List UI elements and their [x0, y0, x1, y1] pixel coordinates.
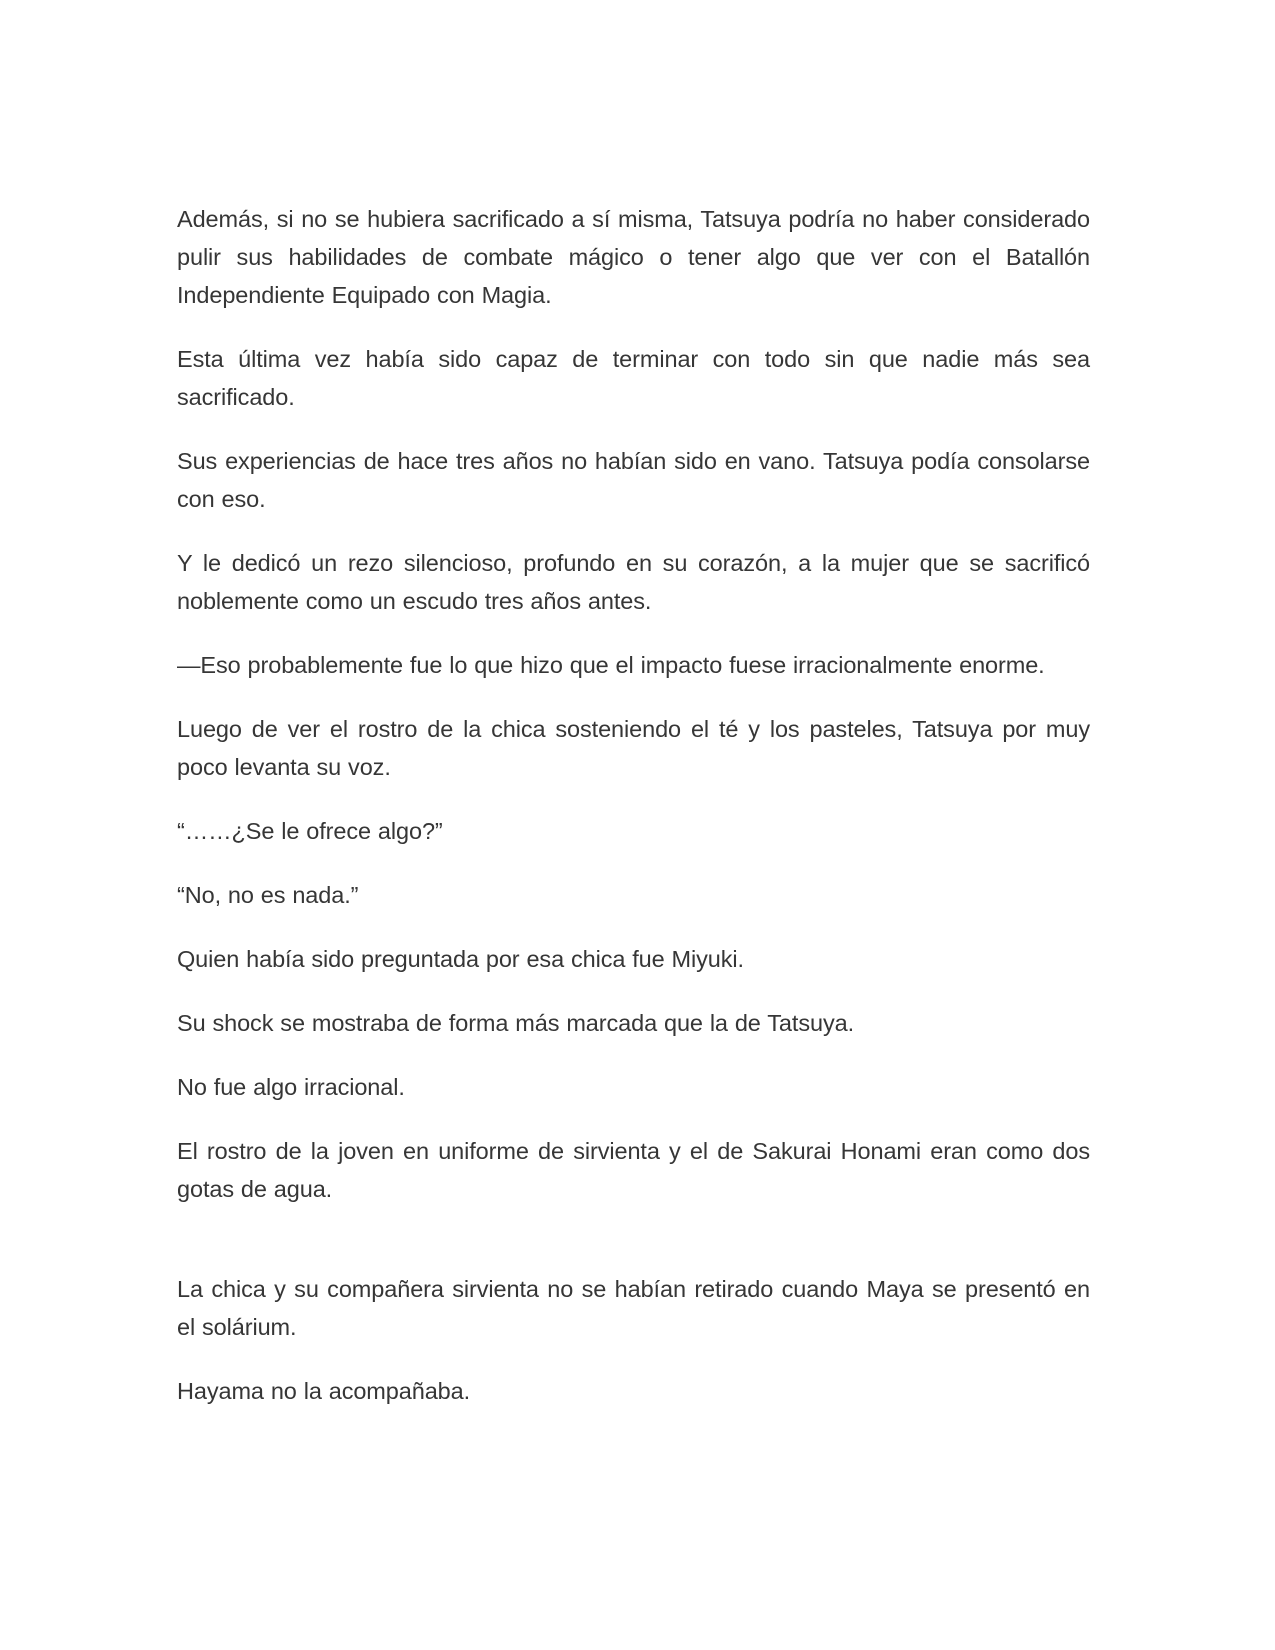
paragraph: El rostro de la joven en uniforme de sirvienta y el de Sakurai Honami eran como dos gotas de agua.: [177, 1138, 1090, 1202]
dialogue-line: “……¿Se le ofrece algo?”: [177, 818, 443, 844]
paragraph: Quien había sido preguntada por esa chica fue Miyuki.: [177, 946, 744, 972]
dialogue-line: “No, no es nada.”: [177, 882, 359, 908]
paragraph: No fue algo irracional.: [177, 1074, 405, 1100]
paragraph: Y le dedicó un rezo silencioso, profundo en su corazón, a la mujer que se sacrificó noblemente como un escudo tres años antes.: [177, 550, 1090, 614]
paragraph: Además, si no se hubiera sacrificado a sí misma, Tatsuya podría no haber considerado pulir sus habilidades de combate mágico o tener algo que ver con el Batallón Independiente Equipado con Magia.: [177, 206, 1090, 308]
paragraph: Esta última vez había sido capaz de terminar con todo sin que nadie más sea sacrificado.: [177, 346, 1090, 410]
paragraph: Su shock se mostraba de forma más marcada que la de Tatsuya.: [177, 1010, 854, 1036]
paragraph: Hayama no la acompañaba.: [177, 1378, 471, 1404]
paragraph: —Eso probablemente fue lo que hizo que el impacto fuese irracionalmente enorme.: [177, 652, 1045, 678]
paragraph: Luego de ver el rostro de la chica sosteniendo el té y los pasteles, Tatsuya por muy poco levanta su voz.: [177, 716, 1090, 780]
paragraph: La chica y su compañera sirvienta no se habían retirado cuando Maya se presentó en el solárium.: [177, 1276, 1090, 1340]
scene-break-spacer: [177, 1234, 1090, 1270]
paragraph: Sus experiencias de hace tres años no habían sido en vano. Tatsuya podía consolarse con eso.: [177, 448, 1090, 512]
